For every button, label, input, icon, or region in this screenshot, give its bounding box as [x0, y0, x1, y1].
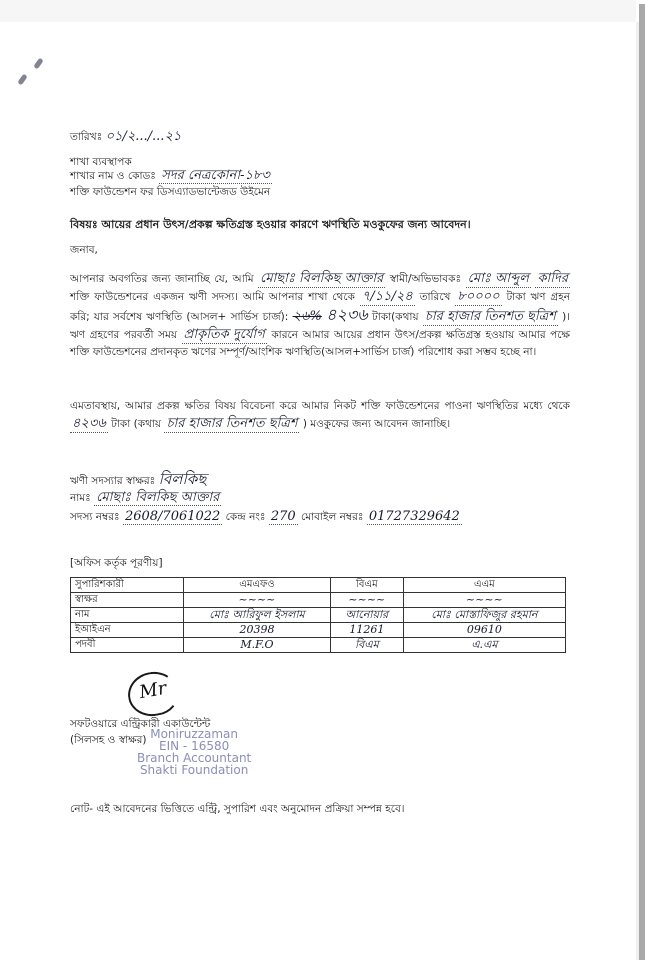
row-label: ইআইএন	[71, 623, 184, 638]
table-cell: M.F.O	[184, 638, 331, 653]
seal-label: (সিলসহ ও স্বাক্ষর)	[70, 734, 147, 746]
para1-text: স্বামী/অভিভাবকঃ	[389, 273, 462, 285]
column-header: বিএম	[330, 578, 403, 593]
stamp-line: Shakti Foundation	[139, 763, 249, 777]
para1-text: )। ঋণ গ্রহণের পরবর্তী সময়	[70, 311, 571, 341]
signature-cell: ~~~~	[403, 593, 565, 608]
office-recommendation-table	[70, 577, 566, 653]
para1-text: টাকা(কথায়	[371, 311, 419, 323]
table-cell: আনোয়ার	[330, 608, 403, 623]
cause-handwritten: প্রাকৃতিক দুর্যোগ	[183, 327, 265, 342]
column-header: এমএফও	[184, 578, 331, 593]
loan-date-handwritten: ৭/১১/২৪	[361, 289, 413, 304]
application-paragraph-2	[70, 398, 570, 433]
row-label: নাম	[71, 608, 184, 623]
guardian-name-cont: কাদির	[537, 271, 568, 286]
subject-line: বিষয়ঃ আয়ের প্রধান উৎস/প্রকল্প ক্ষতিগ্রস্ত হওয়ার কারণে ঋণস্থিতি মওকুফের জন্য আবেদন।	[70, 218, 471, 231]
table-row	[71, 593, 566, 608]
para1-text: আপনার অবগতির জন্য জানাচ্ছি যে, আমি	[70, 273, 254, 285]
accountant-stamp	[137, 728, 251, 776]
table-row	[71, 623, 566, 638]
para1-text: টাকা ঋণ গ্রহন করি; যার সর্বশেষ ঋণস্থিতি (আসল+ সার্ভিস চার্জ):	[70, 291, 571, 323]
para1-text: তারিখে	[419, 291, 451, 303]
center-no: 270	[270, 509, 296, 524]
table-cell: মোঃ মোস্তাফিজুর রহমান	[403, 608, 565, 623]
footer-note: নোট- এই আবেদনের ভিত্তিতে এন্ট্রি, সুপারিশ এবং অনুমোদন প্রক্রিয়া সম্পন্ন হবে।	[70, 803, 405, 815]
guardian-name-handwritten: মোঃ আব্দুল	[467, 271, 529, 286]
waive-amount-handwritten: ৪২৩৬	[72, 416, 106, 431]
viewer-top-bar	[0, 0, 636, 22]
date-line	[70, 130, 181, 144]
table-cell: 09610	[403, 623, 565, 638]
recipient-title: শাখা ব্যবস্থাপক	[70, 156, 132, 168]
table-row	[71, 638, 566, 653]
waive-amount-in-words: চার হাজার তিনশত ছত্রিশ	[166, 416, 298, 431]
accountant-signature: Mr	[125, 668, 182, 720]
scrollbar[interactable]	[639, 4, 645, 960]
para2-text: এমতাবস্থায়, আমার প্রকল্প ক্ষতির বিষয় বিবেচনা করে আমার নিকট শক্তি ফাউন্ডেশনের পাওনা ঋণস্থিতির মধ্যে থেকে	[70, 400, 570, 412]
row-label: স্বাক্ষর	[71, 593, 184, 608]
member-signature-line	[70, 472, 206, 488]
member-numbers-line	[70, 510, 462, 525]
branch-label: শাখার নাম ও কোডঃ	[70, 170, 156, 182]
accountant-title: সফটওয়ারে এন্ট্রিকারী একাউন্টেন্ট	[70, 718, 211, 730]
date-label: তারিখঃ	[70, 131, 103, 143]
member-no-label: সদস্য নম্বরঃ	[70, 511, 120, 523]
application-paragraph-1	[70, 270, 570, 361]
office-use-heading: [অফিস কর্তৃক পূরণীয়]	[70, 557, 163, 569]
outstanding-struck: ২৬%	[292, 309, 322, 324]
table-cell: মোঃ আরিফুল ইসলাম	[184, 608, 331, 623]
row-label: পদবী	[71, 638, 184, 653]
para1-text: কারনে আমার আয়ের প্রধান উৎস/প্রকল্প ক্ষতিগ্রস্ত হওয়ায় আমার পক্ষে শক্তি ফাউন্ডেশনের প্রদানকৃত ঋণের সম্পূর্ণ/আংশিক ঋণস্থিতি(আসল+সার্ভিস চার্জ) পরিশোধ করা সম্ভব হচ্ছে না।	[70, 329, 571, 358]
table-cell: 20398	[184, 623, 331, 638]
branch-value: সদর নেত্রকোনা-১৮৩	[161, 168, 270, 183]
stamp-line: Moniruzzaman	[150, 727, 239, 741]
member-name-handwritten: মোছাঃ বিলকিছ আক্তার	[260, 271, 384, 286]
signature-cell: ~~~~	[184, 593, 331, 608]
para2-text: টাকা (কথায়	[111, 418, 162, 430]
member-name-line	[70, 491, 221, 506]
para1-text: শক্তি ফাউন্ডেশনের একজন ঋণী সদস্য। আমি আপনার শাখা থেকে	[70, 291, 355, 303]
branch-line	[70, 169, 272, 184]
mobile-number: 01727329642	[368, 509, 460, 524]
stamp-line: Branch Accountant	[137, 751, 252, 765]
column-header: সুপারিশকারী	[71, 578, 184, 593]
column-header: এএম	[403, 578, 565, 593]
table-cell: এ.এম	[403, 638, 565, 653]
member-signature-label: ঋণী সদস্যার স্বাক্ষরঃ	[70, 475, 156, 487]
signature-cell: ~~~~	[330, 593, 403, 608]
table-cell: 11261	[330, 623, 403, 638]
member-no: 2608/7061022	[124, 509, 221, 524]
member-name-label: নামঃ	[70, 492, 91, 504]
organization-name: শক্তি ফাউন্ডেশন ফর ডিসএ্যাডভান্টেজড উইমেন	[70, 186, 271, 198]
outstanding-in-words: চার হাজার তিনশত ছত্রিশ	[424, 309, 556, 324]
center-no-label: কেন্দ্র নংঃ	[225, 511, 266, 523]
date-value: ০১/২.../...২১	[105, 129, 182, 144]
member-signature: বিলকিছ	[158, 470, 207, 488]
loan-amount-handwritten: ৮০০০০	[457, 289, 500, 304]
mobile-label: মোবাইল নম্বরঃ	[301, 511, 364, 523]
table-cell: বিএম	[330, 638, 403, 653]
para2-text: ) মওকুফের জন্য আবেদন জানাচ্ছি।	[302, 418, 451, 430]
table-row	[71, 608, 566, 623]
table-header-row	[71, 578, 566, 593]
salutation: জনাব,	[70, 244, 98, 256]
stamp-line: EIN - 16580	[159, 739, 230, 753]
member-name: মোছাঃ বিলকিছ আক্তার	[96, 490, 220, 505]
outstanding-amount: ৪২৩৬	[326, 305, 368, 324]
